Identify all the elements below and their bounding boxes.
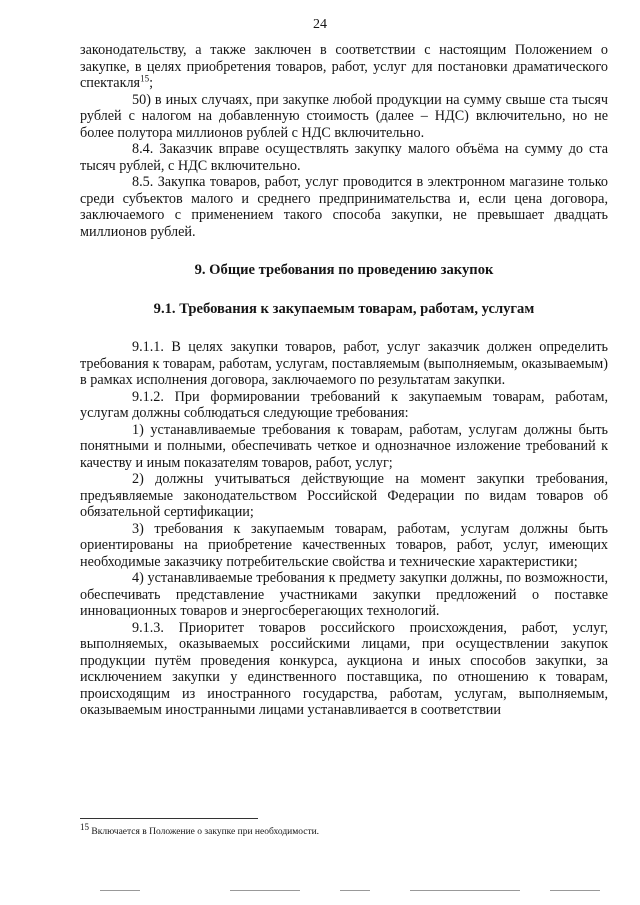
paragraph: 2) должны учитываться действующие на момент закупки требования, предъявляемые законодательством Российской Федерации по видам товаров об обязательной сертификации; xyxy=(80,471,608,520)
paragraph: 9.1.1. В целях закупки товаров, работ, услуг заказчик должен определить требования к товарам, работам, услугам, поставляемым (выполняемым, оказываемым) в рамках исполнения договора, заключаемого по результатам закупки. xyxy=(80,339,608,388)
footnote: $^{15}$ Включается в Положение о закупке при необходимости. xyxy=(80,821,320,837)
paragraph: законодательству, а также заключен в соответствии с настоящим Положением о закупке, в целях приобретения товаров, работ, услуг для постановки драматического спектакля$^{15}$; xyxy=(80,42,608,91)
paragraph: 8.4. Заказчик вправе осуществлять закупку малого объёма на сумму до ста тысяч рублей, с НДС включительно. xyxy=(80,141,608,174)
paragraph: 3) требования к закупаемым товарам, работам, услугам должны быть ориентированы на приобретение качественных товаров, работ, услуг, имеющих необходимые заказчику потребительские свойства и технические характеристики; xyxy=(80,520,608,570)
subsection-heading: 9.1. Требования к закупаемым товарам, работам, услугам xyxy=(153,300,535,317)
paragraph: 4) устанавливаемые требования к предмету закупки должны, по возможности, обеспечивать представление участниками закупки предложений о поставке инновационных товаров и энергосберегающих технологий. xyxy=(80,570,608,619)
paragraph: 50) в иных случаях, при закупке любой продукции на сумму свыше ста тысяч рублей с налогом на добавленную стоимость (далее – НДС) включительно, но не более полутора миллионов рублей с НДС включительно. xyxy=(80,91,608,141)
paragraph: 9.1.3. Приоритет товаров российского происхождения, работ, услуг, выполняемых, оказываемых российскими лицами, при осуществлении закупок продукции путём проведения конкурса, аукциона и иных способов закупки, за исключением закупки у единственного поставщика, по отношению к товарам, происходящим из иностранного государства, работам, услугам, выполняемым, оказываемым иностранными лицами устанавливается в соответствии xyxy=(80,619,608,718)
paragraph: 9.1.2. При формировании требований к закупаемым товарам, работам, услугам должны соблюдаться следующие требования: xyxy=(80,388,608,421)
scan-artifacts xyxy=(80,888,608,894)
paragraph: 1) устанавливаемые требования к товарам, работам, услугам должны быть понятными и полными, обеспечивать четкое и однозначное изложение требований к качеству и иным показателям товаров, работ, услуг; xyxy=(80,421,608,471)
footnote-divider xyxy=(80,818,258,819)
section-heading: 9. Общие требования по проведению закупок xyxy=(194,262,494,278)
paragraph: 8.5. Закупка товаров, работ, услуг проводится в электронном магазине только среди субъектов малого и среднего предпринимательства и, если цена договора, заключаемого с применением такого способа закупки, не превышает двадцать миллионов рублей. xyxy=(80,174,608,240)
page-number: 24 xyxy=(313,17,327,32)
footnote-ref: 15 xyxy=(140,73,150,84)
document-body xyxy=(80,42,608,719)
